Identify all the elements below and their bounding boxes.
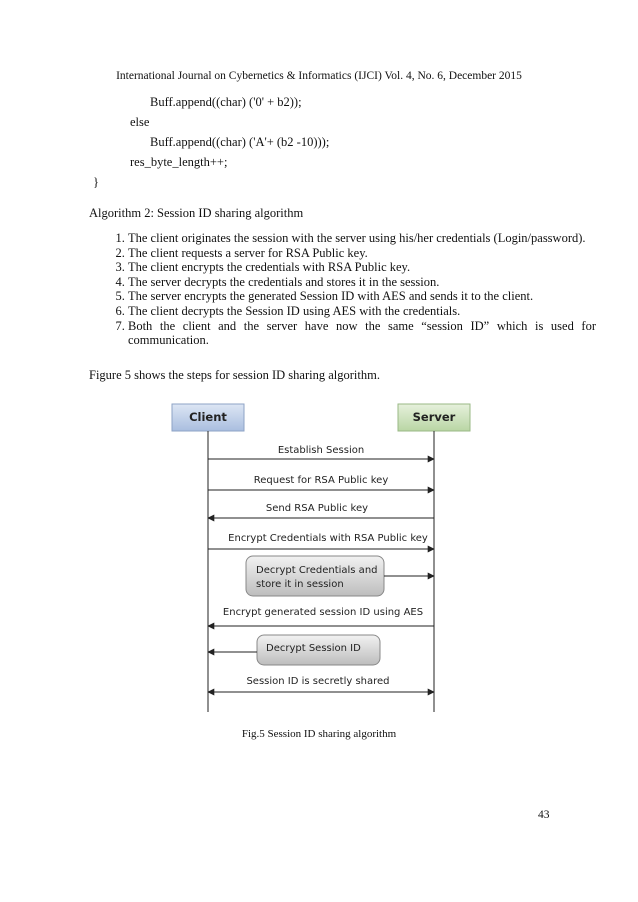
code-line-append-digit: Buff.append((char) ('0' + b2)); (150, 95, 302, 109)
message-label: Establish Session (277, 445, 365, 456)
code-line-increment: res_byte_length++; (130, 155, 228, 169)
algorithm-step: 5. The server encrypts the generated Session ID with AES and sends it to the client. (128, 289, 596, 304)
page-number: 43 (538, 809, 550, 821)
code-line-else: else (130, 115, 150, 129)
server-label: Server (412, 410, 456, 424)
message-label: Session ID is secretly shared (246, 676, 390, 687)
figure-caption: Fig.5 Session ID sharing algorithm (241, 728, 397, 740)
message-label: Request for RSA Public key (253, 475, 389, 486)
algorithm-step: 7. Both the client and the server have now the same “session ID” which is used for communication. (128, 319, 596, 348)
algorithm-title: Algorithm 2: Session ID sharing algorithm (89, 206, 304, 220)
algorithm-step: 2. The client requests a server for RSA Public key. (128, 246, 596, 261)
algorithm-step: 1. The client originates the session with the server using his/her credentials (Login/password). (128, 231, 596, 246)
algorithm-step: 3. The client encrypts the credentials with RSA Public key. (128, 260, 596, 275)
journal-header: International Journal on Cybernetics & Informatics (IJCI) Vol. 4, No. 6, December 2015 (116, 70, 522, 82)
algorithm-step: 6. The client decrypts the Session ID using AES with the credentials. (128, 304, 596, 319)
server-note-line2: store it in session (256, 579, 344, 590)
figure-intro-text: Figure 5 shows the steps for session ID sharing algorithm. (89, 368, 380, 382)
message-label: Send RSA Public key (265, 503, 369, 514)
message-label: Encrypt Credentials with RSA Public key (228, 533, 428, 544)
code-line-close-brace: } (93, 175, 99, 189)
server-note-line1: Decrypt Credentials and (256, 565, 378, 576)
code-line-append-letter: Buff.append((char) ('A'+ (b2 -10))); (150, 135, 330, 149)
client-label: Client (189, 410, 227, 424)
server-note-box (246, 556, 384, 596)
message-label: Encrypt generated session ID using AES (222, 607, 424, 618)
algorithm-step: 4. The server decrypts the credentials and stores it in the session. (128, 275, 596, 290)
client-note-label: Decrypt Session ID (266, 643, 361, 654)
